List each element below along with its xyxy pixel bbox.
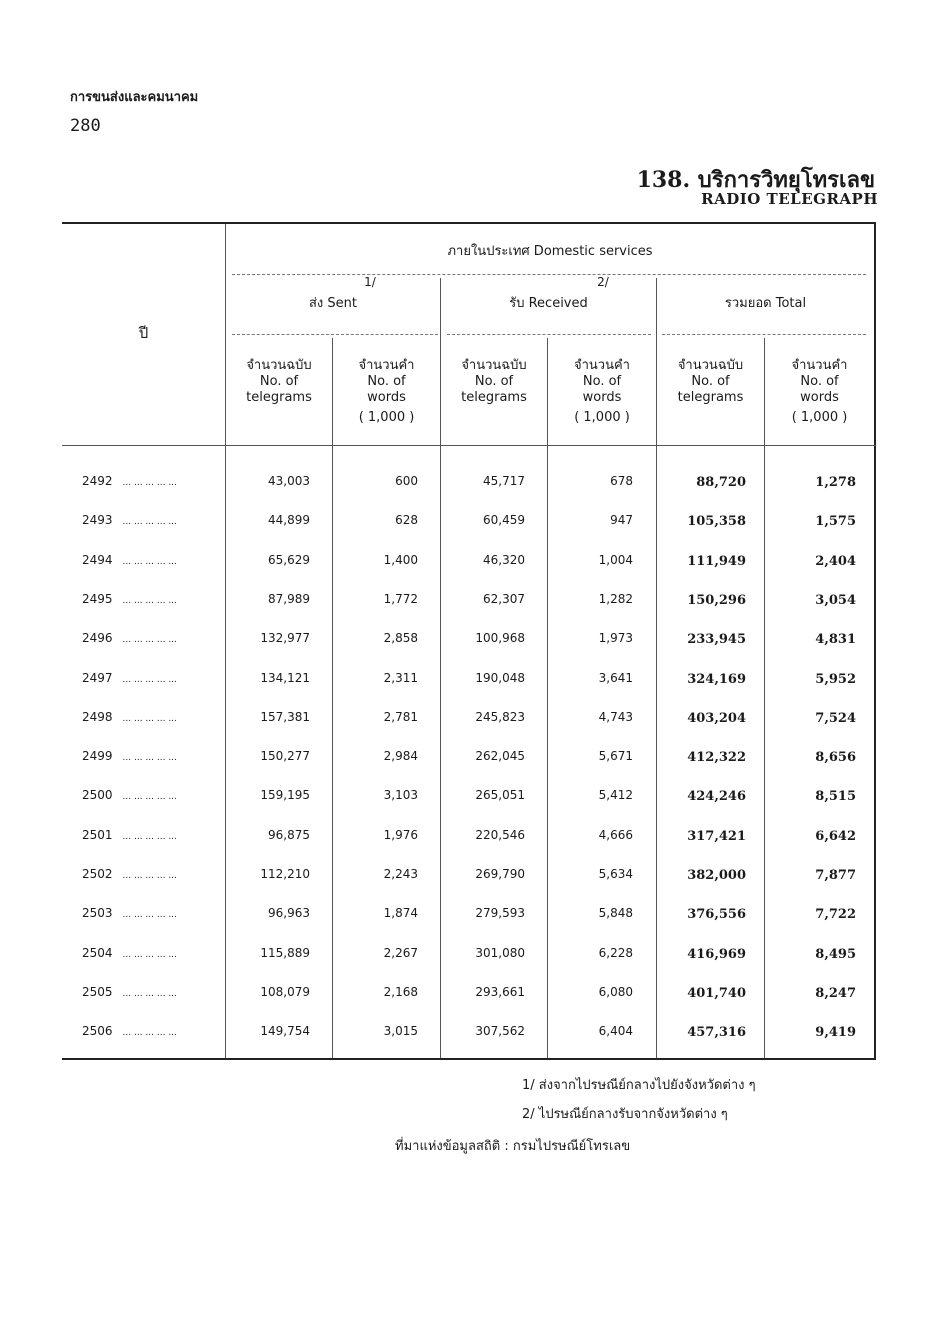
header-bottom-rule: [62, 445, 876, 446]
year-column-divider: [225, 224, 226, 1058]
sent-telegrams-cell: 96,875: [268, 828, 310, 842]
received-telegrams-cell: 293,661: [475, 985, 525, 999]
sent-telegrams-cell: 159,195: [260, 788, 310, 802]
year-cell: [82, 828, 177, 842]
year-cell: [82, 553, 177, 567]
col-label-en: No. of: [582, 374, 622, 389]
leader-dots: ... ... ... ... ...: [122, 596, 177, 606]
received-words-cell: 6,228: [598, 946, 633, 960]
sent-footnote-ref: 1/: [364, 275, 376, 289]
col-label-thai: จำนวนฉบับ: [246, 358, 312, 373]
sent-words-cell: 1,874: [383, 906, 418, 920]
sent-telegrams-header: [226, 358, 332, 406]
received-header: รับ Received: [509, 296, 588, 311]
total-words-cell: 6,642: [815, 829, 856, 844]
total-telegrams-cell: 424,246: [687, 789, 746, 804]
footnote-2: 2/ ไปรษณีย์กลางรับจากจังหวัดต่าง ๆ: [522, 1107, 728, 1122]
received-words-cell: 6,404: [598, 1024, 633, 1038]
sent-words-cell: 2,858: [383, 631, 418, 645]
year-cell: [82, 710, 177, 724]
received-words-cell: 1,004: [598, 553, 633, 567]
sent-telegrams-cell: 65,629: [268, 553, 310, 567]
leader-dots: ... ... ... ... ...: [122, 792, 177, 802]
received-words-cell: 678: [610, 474, 633, 488]
total-header: รวมยอด Total: [724, 296, 807, 311]
leader-dots: ... ... ... ... ...: [122, 557, 177, 567]
received-telegrams-cell: 100,968: [475, 631, 525, 645]
col-label-thai: จำนวนคำ: [791, 358, 848, 373]
table-title-thai: 138. บริการวิทยุโทรเลข: [636, 167, 875, 193]
leader-dots: ... ... ... ... ...: [122, 517, 177, 527]
total-telegrams-cell: 416,969: [687, 947, 746, 962]
year-cell: [82, 592, 177, 606]
total-words-cell: 8,247: [815, 986, 856, 1001]
year-cell: [82, 946, 177, 960]
col-label-thai: จำนวนฉบับ: [677, 358, 744, 373]
year-value: 2492: [82, 474, 113, 488]
total-telegrams-cell: 412,322: [687, 750, 746, 765]
received-telegrams-cell: 265,051: [475, 788, 525, 802]
subgroup-rule: [447, 334, 651, 335]
total-words-cell: 8,656: [815, 750, 856, 765]
year-column-header: ปี: [138, 324, 149, 342]
col-label-en: words: [367, 390, 406, 405]
col-label-thai: จำนวนคำ: [574, 358, 630, 373]
col-label-en: No. of: [367, 374, 406, 389]
leader-dots: ... ... ... ... ...: [122, 1028, 177, 1038]
sent-words-cell: 2,267: [383, 946, 418, 960]
year-value: 2493: [82, 513, 113, 527]
total-words-cell: 7,877: [815, 868, 856, 883]
column-divider: [764, 338, 765, 1058]
total-telegrams-cell: 457,316: [687, 1025, 746, 1040]
leader-dots: ... ... ... ... ...: [122, 675, 177, 685]
total-telegrams-cell: 382,000: [687, 868, 746, 883]
total-telegrams-cell: 403,204: [687, 711, 746, 726]
sent-telegrams-cell: 96,963: [268, 906, 310, 920]
leader-dots: ... ... ... ... ...: [122, 950, 177, 960]
total-words-cell: 8,495: [815, 947, 856, 962]
sent-telegrams-cell: 150,277: [260, 749, 310, 763]
sent-words-cell: 2,168: [383, 985, 418, 999]
col-label-en: No. of: [800, 374, 839, 389]
table-top-rule: [62, 222, 876, 224]
total-words-cell: 3,054: [815, 593, 856, 608]
total-telegrams-header: [657, 358, 764, 406]
col-label-en: No. of: [691, 374, 730, 389]
col-label-en: No. of: [259, 374, 299, 389]
year-cell: [82, 513, 177, 527]
year-cell: [82, 1024, 177, 1038]
sent-header: ส่ง Sent: [308, 296, 357, 311]
year-cell: [82, 474, 177, 488]
col-label-en: words: [800, 390, 839, 405]
total-telegrams-cell: 150,296: [687, 593, 746, 608]
received-telegrams-cell: 307,562: [475, 1024, 525, 1038]
year-cell: [82, 631, 177, 645]
sent-telegrams-cell: 157,381: [260, 710, 310, 724]
total-telegrams-cell: 317,421: [687, 829, 746, 844]
sent-words-cell: 3,015: [383, 1024, 418, 1038]
total-telegrams-cell: 111,949: [687, 554, 746, 569]
col-label-en: telegrams: [246, 390, 312, 405]
table-bottom-rule: [62, 1058, 876, 1060]
year-cell: [82, 749, 177, 763]
column-divider: [547, 338, 548, 1058]
col-unit: ( 1,000 ): [791, 410, 848, 425]
sent-words-cell: 2,984: [383, 749, 418, 763]
total-words-cell: 7,524: [815, 711, 856, 726]
received-words-cell: 947: [610, 513, 633, 527]
col-label-thai: จำนวนฉบับ: [461, 358, 527, 373]
received-telegrams-cell: 301,080: [475, 946, 525, 960]
total-telegrams-cell: 105,358: [687, 514, 746, 529]
received-words-cell: 1,973: [598, 631, 633, 645]
column-divider: [332, 338, 333, 1058]
total-words-cell: 7,722: [815, 907, 856, 922]
col-unit: ( 1,000 ): [358, 410, 415, 425]
total-words-cell: 5,952: [815, 672, 856, 687]
year-value: 2503: [82, 906, 113, 920]
col-label-en: telegrams: [461, 390, 527, 405]
leader-dots: ... ... ... ... ...: [122, 753, 177, 763]
total-telegrams-cell: 88,720: [696, 475, 746, 490]
received-words-cell: 3,641: [598, 671, 633, 685]
sent-telegrams-cell: 132,977: [260, 631, 310, 645]
leader-dots: ... ... ... ... ...: [122, 832, 177, 842]
leader-dots: ... ... ... ... ...: [122, 871, 177, 881]
leader-dots: ... ... ... ... ...: [122, 635, 177, 645]
sent-words-cell: 2,243: [383, 867, 418, 881]
year-value: 2506: [82, 1024, 113, 1038]
year-cell: [82, 906, 177, 920]
sent-words-header: [333, 358, 440, 426]
year-value: 2500: [82, 788, 113, 802]
total-words-header: [765, 358, 874, 426]
received-telegrams-cell: 220,546: [475, 828, 525, 842]
total-telegrams-cell: 376,556: [687, 907, 746, 922]
sent-telegrams-cell: 134,121: [260, 671, 310, 685]
total-words-cell: 4,831: [815, 632, 856, 647]
group-header-rule: [232, 274, 866, 275]
leader-dots: ... ... ... ... ...: [122, 478, 177, 488]
year-value: 2497: [82, 671, 113, 685]
sent-telegrams-cell: 115,889: [260, 946, 310, 960]
col-label-en: telegrams: [677, 390, 744, 405]
received-footnote-ref: 2/: [597, 275, 609, 289]
year-value: 2502: [82, 867, 113, 881]
total-telegrams-cell: 233,945: [687, 632, 746, 647]
sent-telegrams-cell: 44,899: [268, 513, 310, 527]
total-telegrams-cell: 401,740: [687, 986, 746, 1001]
sent-words-cell: 2,311: [383, 671, 418, 685]
year-cell: [82, 985, 177, 999]
footnote-1: 1/ ส่งจากไปรษณีย์กลางไปยังจังหวัดต่าง ๆ: [522, 1078, 756, 1093]
page-number: 280: [70, 116, 101, 136]
received-words-cell: 6,080: [598, 985, 633, 999]
year-value: 2494: [82, 553, 113, 567]
sent-words-cell: 1,400: [383, 553, 418, 567]
total-words-cell: 8,515: [815, 789, 856, 804]
year-value: 2498: [82, 710, 113, 724]
year-value: 2505: [82, 985, 113, 999]
received-words-cell: 1,282: [598, 592, 633, 606]
col-label-thai: จำนวนคำ: [358, 358, 415, 373]
received-telegrams-cell: 279,593: [475, 906, 525, 920]
sent-telegrams-cell: 108,079: [260, 985, 310, 999]
total-telegrams-cell: 324,169: [687, 672, 746, 687]
received-words-cell: 4,743: [598, 710, 633, 724]
section-category: การขนส่งและคมนาคม: [70, 90, 199, 105]
received-telegrams-cell: 245,823: [475, 710, 525, 724]
sent-words-cell: 1,976: [383, 828, 418, 842]
received-telegrams-cell: 45,717: [483, 474, 525, 488]
received-words-cell: 4,666: [598, 828, 633, 842]
received-telegrams-cell: 46,320: [483, 553, 525, 567]
received-telegrams-cell: 269,790: [475, 867, 525, 881]
col-unit: ( 1,000 ): [574, 410, 630, 425]
total-words-cell: 9,419: [815, 1025, 856, 1040]
table-title-english: RADIO TELEGRAPH: [701, 190, 878, 208]
sent-telegrams-cell: 149,754: [260, 1024, 310, 1038]
leader-dots: ... ... ... ... ...: [122, 989, 177, 999]
year-value: 2499: [82, 749, 113, 763]
leader-dots: ... ... ... ... ...: [122, 910, 177, 920]
received-words-cell: 5,634: [598, 867, 633, 881]
received-telegrams-cell: 62,307: [483, 592, 525, 606]
sent-telegrams-cell: 87,989: [268, 592, 310, 606]
data-source: ที่มาแห่งข้อมูลสถิติ : กรมไปรษณีย์โทรเลข: [395, 1139, 631, 1154]
domestic-services-header: ภายในประเทศ Domestic services: [447, 244, 653, 259]
received-telegrams-header: [441, 358, 547, 406]
year-cell: [82, 671, 177, 685]
year-cell: [82, 867, 177, 881]
col-label-en: words: [582, 390, 622, 405]
received-words-cell: 5,848: [598, 906, 633, 920]
sent-words-cell: 628: [395, 513, 418, 527]
sent-words-cell: 1,772: [383, 592, 418, 606]
received-words-cell: 5,412: [598, 788, 633, 802]
total-words-cell: 1,575: [815, 514, 856, 529]
year-value: 2501: [82, 828, 113, 842]
sent-telegrams-cell: 112,210: [260, 867, 310, 881]
year-value: 2504: [82, 946, 113, 960]
subgroup-rule: [662, 334, 866, 335]
year-cell: [82, 788, 177, 802]
received-telegrams-cell: 60,459: [483, 513, 525, 527]
table-right-border: [874, 222, 876, 1060]
year-value: 2495: [82, 592, 113, 606]
received-words-cell: 5,671: [598, 749, 633, 763]
col-label-en: No. of: [474, 374, 514, 389]
subgroup-rule: [232, 334, 438, 335]
leader-dots: ... ... ... ... ...: [122, 714, 177, 724]
received-telegrams-cell: 262,045: [475, 749, 525, 763]
total-words-cell: 1,278: [815, 475, 856, 490]
sent-telegrams-cell: 43,003: [268, 474, 310, 488]
sent-words-cell: 3,103: [383, 788, 418, 802]
received-words-header: [548, 358, 656, 426]
total-words-cell: 2,404: [815, 554, 856, 569]
year-value: 2496: [82, 631, 113, 645]
sent-words-cell: 2,781: [383, 710, 418, 724]
sent-words-cell: 600: [395, 474, 418, 488]
received-telegrams-cell: 190,048: [475, 671, 525, 685]
